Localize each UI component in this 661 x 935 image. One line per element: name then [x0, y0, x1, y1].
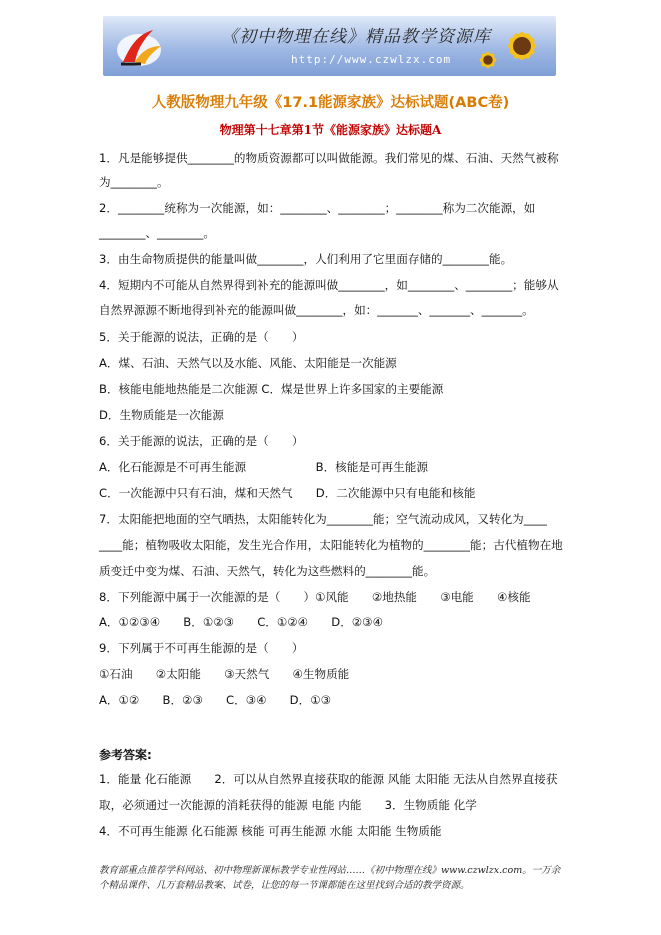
footer-line: 教育部重点推荐学科网站、初中物理新课标教学专业性网站……《初中物理在线》www.czwlzx.com。一万余 — [99, 865, 561, 876]
question-line: A．①②③④ B．①②③ C．①②④ D．②③④ — [99, 615, 383, 629]
question-line: B．核能电能地热能是二次能源 C．煤是世界上许多国家的主要能源 — [99, 382, 444, 396]
answer-line: 1．能量 化石能源 2．可以从自然界直接获取的能源 风能 太阳能 无法从自然界直接获 — [99, 772, 558, 786]
answer-line: 4．不可再生能源 化石能源 核能 可再生能源 水能 太阳能 生物质能 — [99, 824, 442, 838]
banner-url[interactable]: http://www.czwlzx.com — [291, 53, 452, 66]
site-logo-icon — [113, 24, 165, 70]
question-line: A．煤、石油、天然气以及水能、风能、太阳能是一次能源 — [99, 356, 397, 370]
question-line: 3．由生命物质提供的能量叫做________，人们利用了它里面存储的________能。 — [99, 252, 513, 266]
question-line: ____能；植物吸收太阳能，发生光合作用，太阳能转化为植物的________能；古代植物在地 — [99, 538, 563, 552]
question-line: 5．关于能源的说法，正确的是（ ） — [99, 330, 304, 344]
answer-line: 取，必须通过一次能源的消耗获得的能源 电能 内能 3．生物质能 化学 — [99, 798, 477, 812]
question-line: ①石油 ②太阳能 ③天然气 ④生物质能 — [99, 667, 350, 681]
footer-line: 个精品课件、几万套精品教案、试卷，让您的每一节课都能在这里找到合适的教学资源。 — [99, 880, 470, 891]
question-line: 为________。 — [99, 175, 169, 189]
question-line: 7．太阳能把地面的空气晒热，太阳能转化为________能；空气流动成风，又转化为____ — [99, 512, 547, 526]
question-line: 自然界源源不断地得到补充的能源叫做________，如：_______、_______、_______。 — [99, 303, 534, 317]
question-line: D．生物质能是一次能源 — [99, 408, 224, 422]
document-title: 人教版物理九年级《17.1能源家族》达标试题(ABC卷) — [151, 95, 510, 111]
question-line: A．①② B．②③ C．③④ D．①③ — [99, 693, 331, 707]
question-line: 6．关于能源的说法，正确的是（ ） — [99, 434, 304, 448]
banner-title: 《初中物理在线》精品教学资源库 — [221, 27, 491, 47]
answers-heading: 参考答案: — [99, 748, 152, 762]
document-subtitle: 物理第十七章第1节《能源家族》达标题A — [219, 123, 442, 137]
question-line: A．化石能源是不可再生能源 B．核能是可再生能源 — [99, 460, 428, 474]
question-line: 1．凡是能够提供________的物质资源都可以叫做能源。我们常见的煤、石油、天然气被称 — [99, 151, 559, 165]
question-line: 9．下列属于不可再生能源的是（ ） — [99, 641, 304, 655]
question-line: 4．短期内不可能从自然界得到补充的能源叫做________，如________、________；能够从 — [99, 278, 559, 292]
question-line: 质变迁中变为煤、石油、天然气，转化为这些燃料的________能。 — [99, 564, 436, 578]
question-line: C．一次能源中只有石油，煤和天然气 D．二次能源中只有电能和核能 — [99, 486, 476, 500]
header-banner — [103, 16, 556, 76]
question-line: 2．________统称为一次能源，如：________、________；________称为二次能源，如 — [99, 201, 536, 215]
question-line: 8．下列能源中属于一次能源的是（ ）①风能 ②地热能 ③电能 ④核能 — [99, 590, 531, 604]
question-line: ________、________。 — [99, 226, 215, 240]
sunflower-icon — [474, 16, 552, 76]
